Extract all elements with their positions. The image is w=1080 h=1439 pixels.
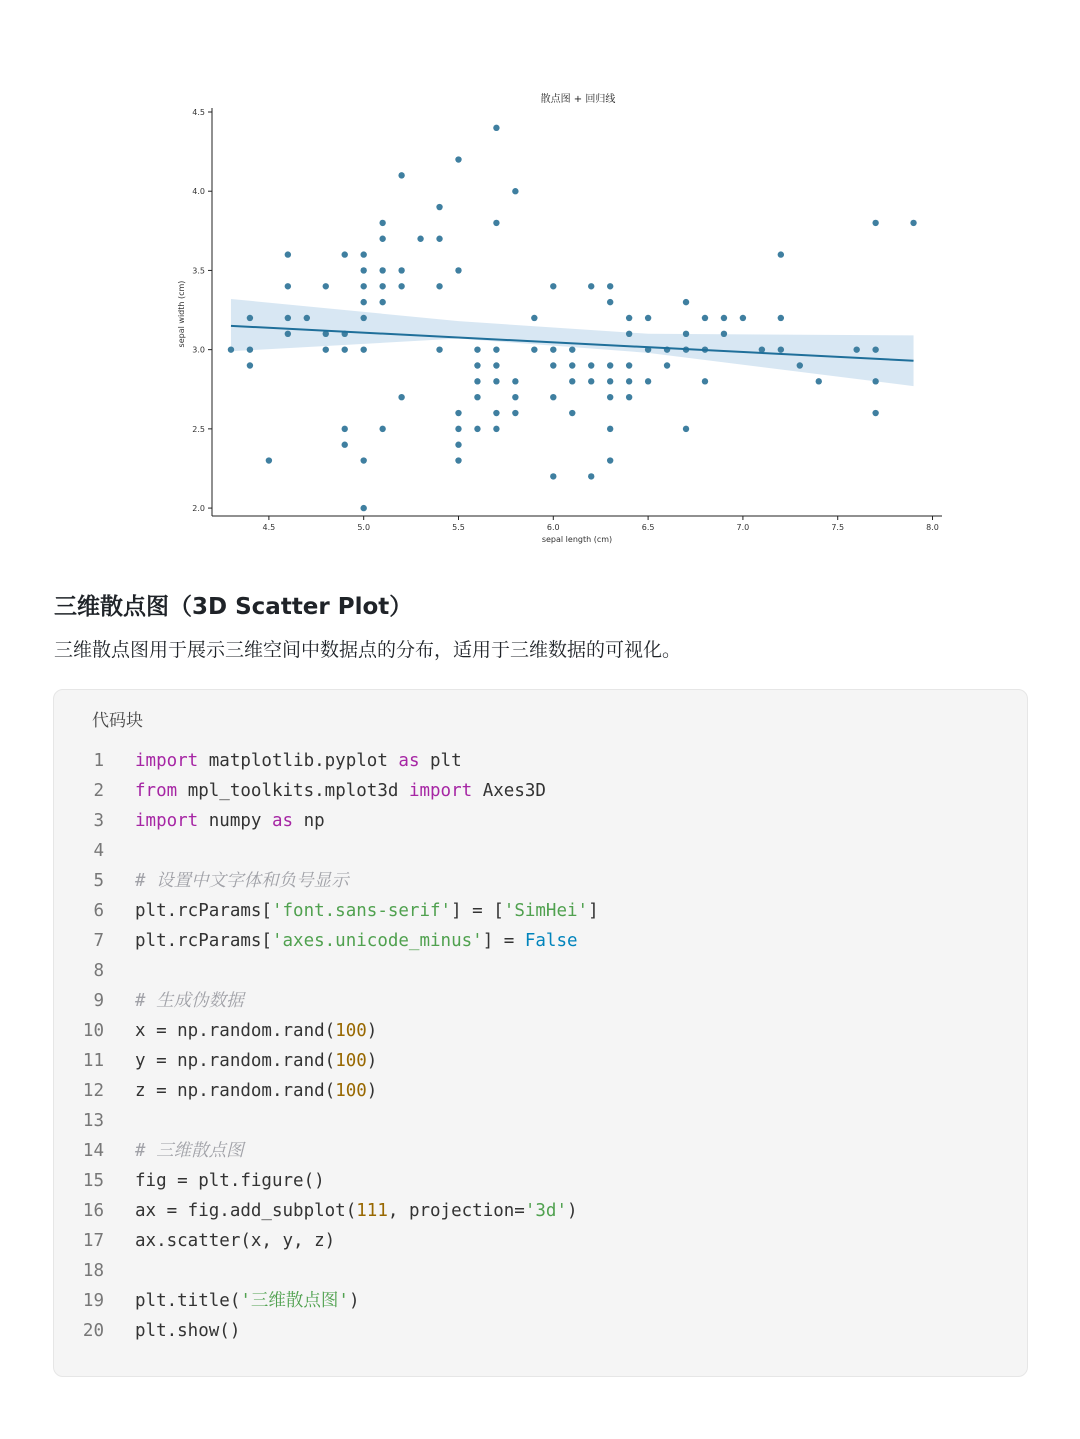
code-token: ) [366,1051,378,1071]
code-token: ] [588,901,599,921]
code-token: # 生成伪数据 [135,991,244,1011]
scatter-point [778,346,784,352]
line-number: 3 [93,811,104,831]
scatter-point [474,426,480,432]
scatter-point [778,251,784,257]
scatter-point [436,236,442,242]
scatter-point [436,283,442,289]
scatter-point [342,251,348,257]
code-line [54,1196,1027,1226]
scatter-point [550,473,556,479]
code-token: matplotlib.pyplot [198,751,399,771]
scatter-point [360,267,366,273]
line-number: 11 [82,1051,104,1071]
scatter-point [626,315,632,321]
code-token: import [408,781,473,801]
scatter-point [493,378,499,384]
scatter-point [379,283,385,289]
scatter-point [588,362,594,368]
scatter-point [323,283,329,289]
line-number: 8 [93,961,104,981]
scatter-point [285,331,291,337]
line-number: 18 [82,1261,104,1281]
scatter-point [550,283,556,289]
y-tick-label: 3.5 [192,266,205,276]
code-line [54,866,1027,896]
line-number: 19 [82,1291,104,1311]
code-token: , projection= [387,1201,525,1221]
x-tick-label: 4.5 [262,523,276,532]
code-line [54,1256,1027,1286]
scatter-point [569,362,575,368]
scatter-point [683,426,689,432]
code-token: '3d' [524,1201,567,1221]
line-number: 12 [82,1081,104,1101]
scatter-point [588,378,594,384]
scatter-point [398,283,404,289]
code-text [135,986,244,1016]
x-tick-label: 7.0 [736,523,750,532]
x-tick-label: 6.0 [546,523,560,532]
scatter-point [626,394,632,400]
code-line [54,956,1027,986]
code-line [54,1106,1027,1136]
code-text [135,896,599,926]
code-token: 'SimHei' [503,901,589,921]
scatter-point [531,346,537,352]
scatter-point [626,362,632,368]
scatter-point [493,410,499,416]
code-line [54,746,1027,776]
code-token: 'font.sans-serif' [271,901,452,921]
code-token: 100 [335,1021,367,1041]
x-tick-label: 5.0 [357,523,371,532]
code-block [53,689,1028,1377]
scatter-point [474,394,480,400]
code-token: False [524,931,578,951]
code-line [54,1076,1027,1106]
scatter-point [721,331,727,337]
line-number: 14 [82,1141,104,1161]
code-token: 'axes.unicode_minus' [271,931,483,951]
scatter-point [607,299,613,305]
scatter-point [285,283,291,289]
code-token: 100 [335,1081,367,1101]
code-line [54,1046,1027,1076]
code-token: # 设置中文字体和负号显示 [135,871,349,891]
line-number: 2 [93,781,104,801]
code-token: plt.rcParams[ [135,931,272,951]
scatter-point [702,378,708,384]
scatter-point [455,156,461,162]
y-tick-label: 2.5 [192,424,205,434]
scatter-point [683,331,689,337]
section-description: 三维散点图用于展示三维空间中数据点的分布，适用于三维数据的可视化。 [54,639,682,661]
scatter-point [247,346,253,352]
scatter-point [360,283,366,289]
code-text [135,1136,244,1166]
line-number: 13 [82,1111,104,1131]
scatter-point [493,362,499,368]
code-line [54,836,1027,866]
code-token: import [135,751,199,771]
scatter-point [379,299,385,305]
scatter-point [607,394,613,400]
scatter-point [379,220,385,226]
scatter-point [872,346,878,352]
code-lines[interactable] [54,746,1027,1346]
code-line [54,776,1027,806]
code-token: # 三维散点图 [135,1141,244,1161]
x-tick-label: 7.5 [831,523,845,532]
code-text [135,1016,377,1046]
scatter-point [550,362,556,368]
line-number: 9 [93,991,104,1011]
scatter-point [493,220,499,226]
scatter-point [228,346,234,352]
x-axis-label: sepal length (cm) [541,535,613,544]
scatter-point [493,426,499,432]
scatter-point [455,410,461,416]
code-line [54,1016,1027,1046]
scatter-point [455,442,461,448]
code-token: 100 [335,1051,367,1071]
code-token: 111 [356,1201,388,1221]
x-tick-label: 6.5 [641,523,655,532]
code-token: ] = [482,931,525,951]
line-number: 6 [93,901,104,921]
scatter-point [436,204,442,210]
scatter-point [360,505,366,511]
scatter-point [550,346,556,352]
code-token: ax = fig.add_subplot( [135,1201,357,1221]
line-number: 17 [82,1231,104,1251]
scatter-point [512,394,518,400]
scatter-point [360,457,366,463]
scatter-point [816,378,822,384]
code-token: fig = plt.figure() [135,1171,325,1191]
code-text [135,1226,335,1256]
scatter-point [474,378,480,384]
code-line [54,986,1027,1016]
code-token: z = np.random.rand( [135,1081,336,1101]
line-number: 15 [82,1171,104,1191]
code-token: ] = [ [451,901,504,921]
code-text [135,866,349,896]
code-token: plt.show() [135,1321,241,1341]
scatter-point [910,220,916,226]
code-text [135,1196,578,1226]
scatter-point [304,315,310,321]
line-number: 16 [82,1201,104,1221]
line-number: 20 [82,1321,104,1341]
scatter-point [569,378,575,384]
scatter-point [436,346,442,352]
code-token: as [271,811,294,831]
scatter-point [379,426,385,432]
code-token: ) [348,1291,360,1311]
scatter-point [721,315,727,321]
code-token: ) [366,1021,378,1041]
line-number: 1 [93,751,104,771]
code-text [135,1286,359,1316]
code-text [135,1076,377,1106]
code-token: ) [366,1081,378,1101]
x-tick-label: 8.0 [926,523,939,532]
scatter-point [398,267,404,273]
chart-title: 散点图 + 回归线 [540,94,616,105]
code-line [54,1136,1027,1166]
scatter-point [417,236,423,242]
scatter-point [342,426,348,432]
code-line [54,926,1027,956]
scatter-point [398,172,404,178]
code-token: from [135,781,178,801]
scatter-point [474,362,480,368]
scatter-point [360,315,366,321]
line-number: 7 [93,931,104,951]
scatter-point [512,410,518,416]
scatter-point [247,362,253,368]
code-text [135,1316,240,1346]
scatter-point [588,473,594,479]
y-tick-label: 4.0 [192,187,205,197]
code-line [54,1226,1027,1256]
scatter-point [607,457,613,463]
scatter-point [342,442,348,448]
scatter-point [379,267,385,273]
code-token: ) [567,1201,578,1221]
scatter-point [360,251,366,257]
scatter-point [607,362,613,368]
code-token: numpy [198,811,272,831]
code-text [135,1046,377,1076]
scatter-point [872,378,878,384]
code-token: as [398,751,420,771]
scatter-point [645,378,651,384]
scatter-point [664,362,670,368]
scatter-point [645,315,651,321]
scatter-point [512,378,518,384]
scatter-point [872,410,878,416]
scatter-point [266,457,272,463]
scatter-point [360,346,366,352]
y-tick-label: 3.0 [192,345,205,355]
code-line [54,1286,1027,1316]
line-number: 4 [93,841,104,861]
scatter-point [569,346,575,352]
scatter-point [607,426,613,432]
scatter-point [569,410,575,416]
scatter-point [342,346,348,352]
scatter-point [531,315,537,321]
code-token: Axes3D [472,781,546,801]
code-line [54,1166,1027,1196]
scatter-point [702,315,708,321]
scatter-point [683,299,689,305]
scatter-point [360,299,366,305]
scatter-regression-chart [170,84,960,554]
code-token: plt [419,751,462,771]
scatter-point [247,315,253,321]
scatter-point [493,346,499,352]
code-token: import [135,811,199,831]
code-token: np [293,811,325,831]
scatter-point [285,315,291,321]
scatter-point [455,267,461,273]
scatter-point [285,251,291,257]
code-block-title: 代码块 [92,711,143,731]
line-number: 10 [82,1021,104,1041]
code-token: ax.scatter(x, y, z) [135,1231,336,1251]
code-token: mpl_toolkits.mplot3d [177,781,409,801]
code-token: plt.rcParams[ [135,901,272,921]
scatter-point [323,346,329,352]
line-number: 5 [93,871,104,891]
scatter-point [512,188,518,194]
code-text [135,746,462,776]
scatter-point [626,331,632,337]
section-title: 三维散点图（3D Scatter Plot） [54,594,413,620]
code-text [135,1166,325,1196]
scatter-point [493,125,499,131]
scatter-point [626,378,632,384]
y-tick-label: 4.5 [192,108,205,117]
y-tick-label: 2.0 [192,504,205,514]
scatter-point [607,378,613,384]
scatter-point [740,315,746,321]
code-line [54,806,1027,836]
y-axis-label: sepal width (cm) [177,280,186,348]
code-token: x = np.random.rand( [135,1021,336,1041]
scatter-point [588,283,594,289]
code-line [54,1316,1027,1346]
scatter-point [474,346,480,352]
scatter-point [607,283,613,289]
code-token: '三维散点图' [240,1291,349,1311]
scatter-point [853,346,859,352]
scatter-point [455,457,461,463]
scatter-point [872,220,878,226]
code-token: y = np.random.rand( [135,1051,336,1071]
x-tick-label: 5.5 [452,523,465,532]
code-line [54,896,1027,926]
scatter-point [778,315,784,321]
scatter-point [550,394,556,400]
scatter-point [455,426,461,432]
chart-svg [170,84,960,554]
code-text [135,926,578,956]
code-token: plt.title( [135,1291,241,1311]
code-text [135,776,546,806]
scatter-point [398,394,404,400]
code-text [135,806,325,836]
scatter-point [379,236,385,242]
scatter-point [797,362,803,368]
